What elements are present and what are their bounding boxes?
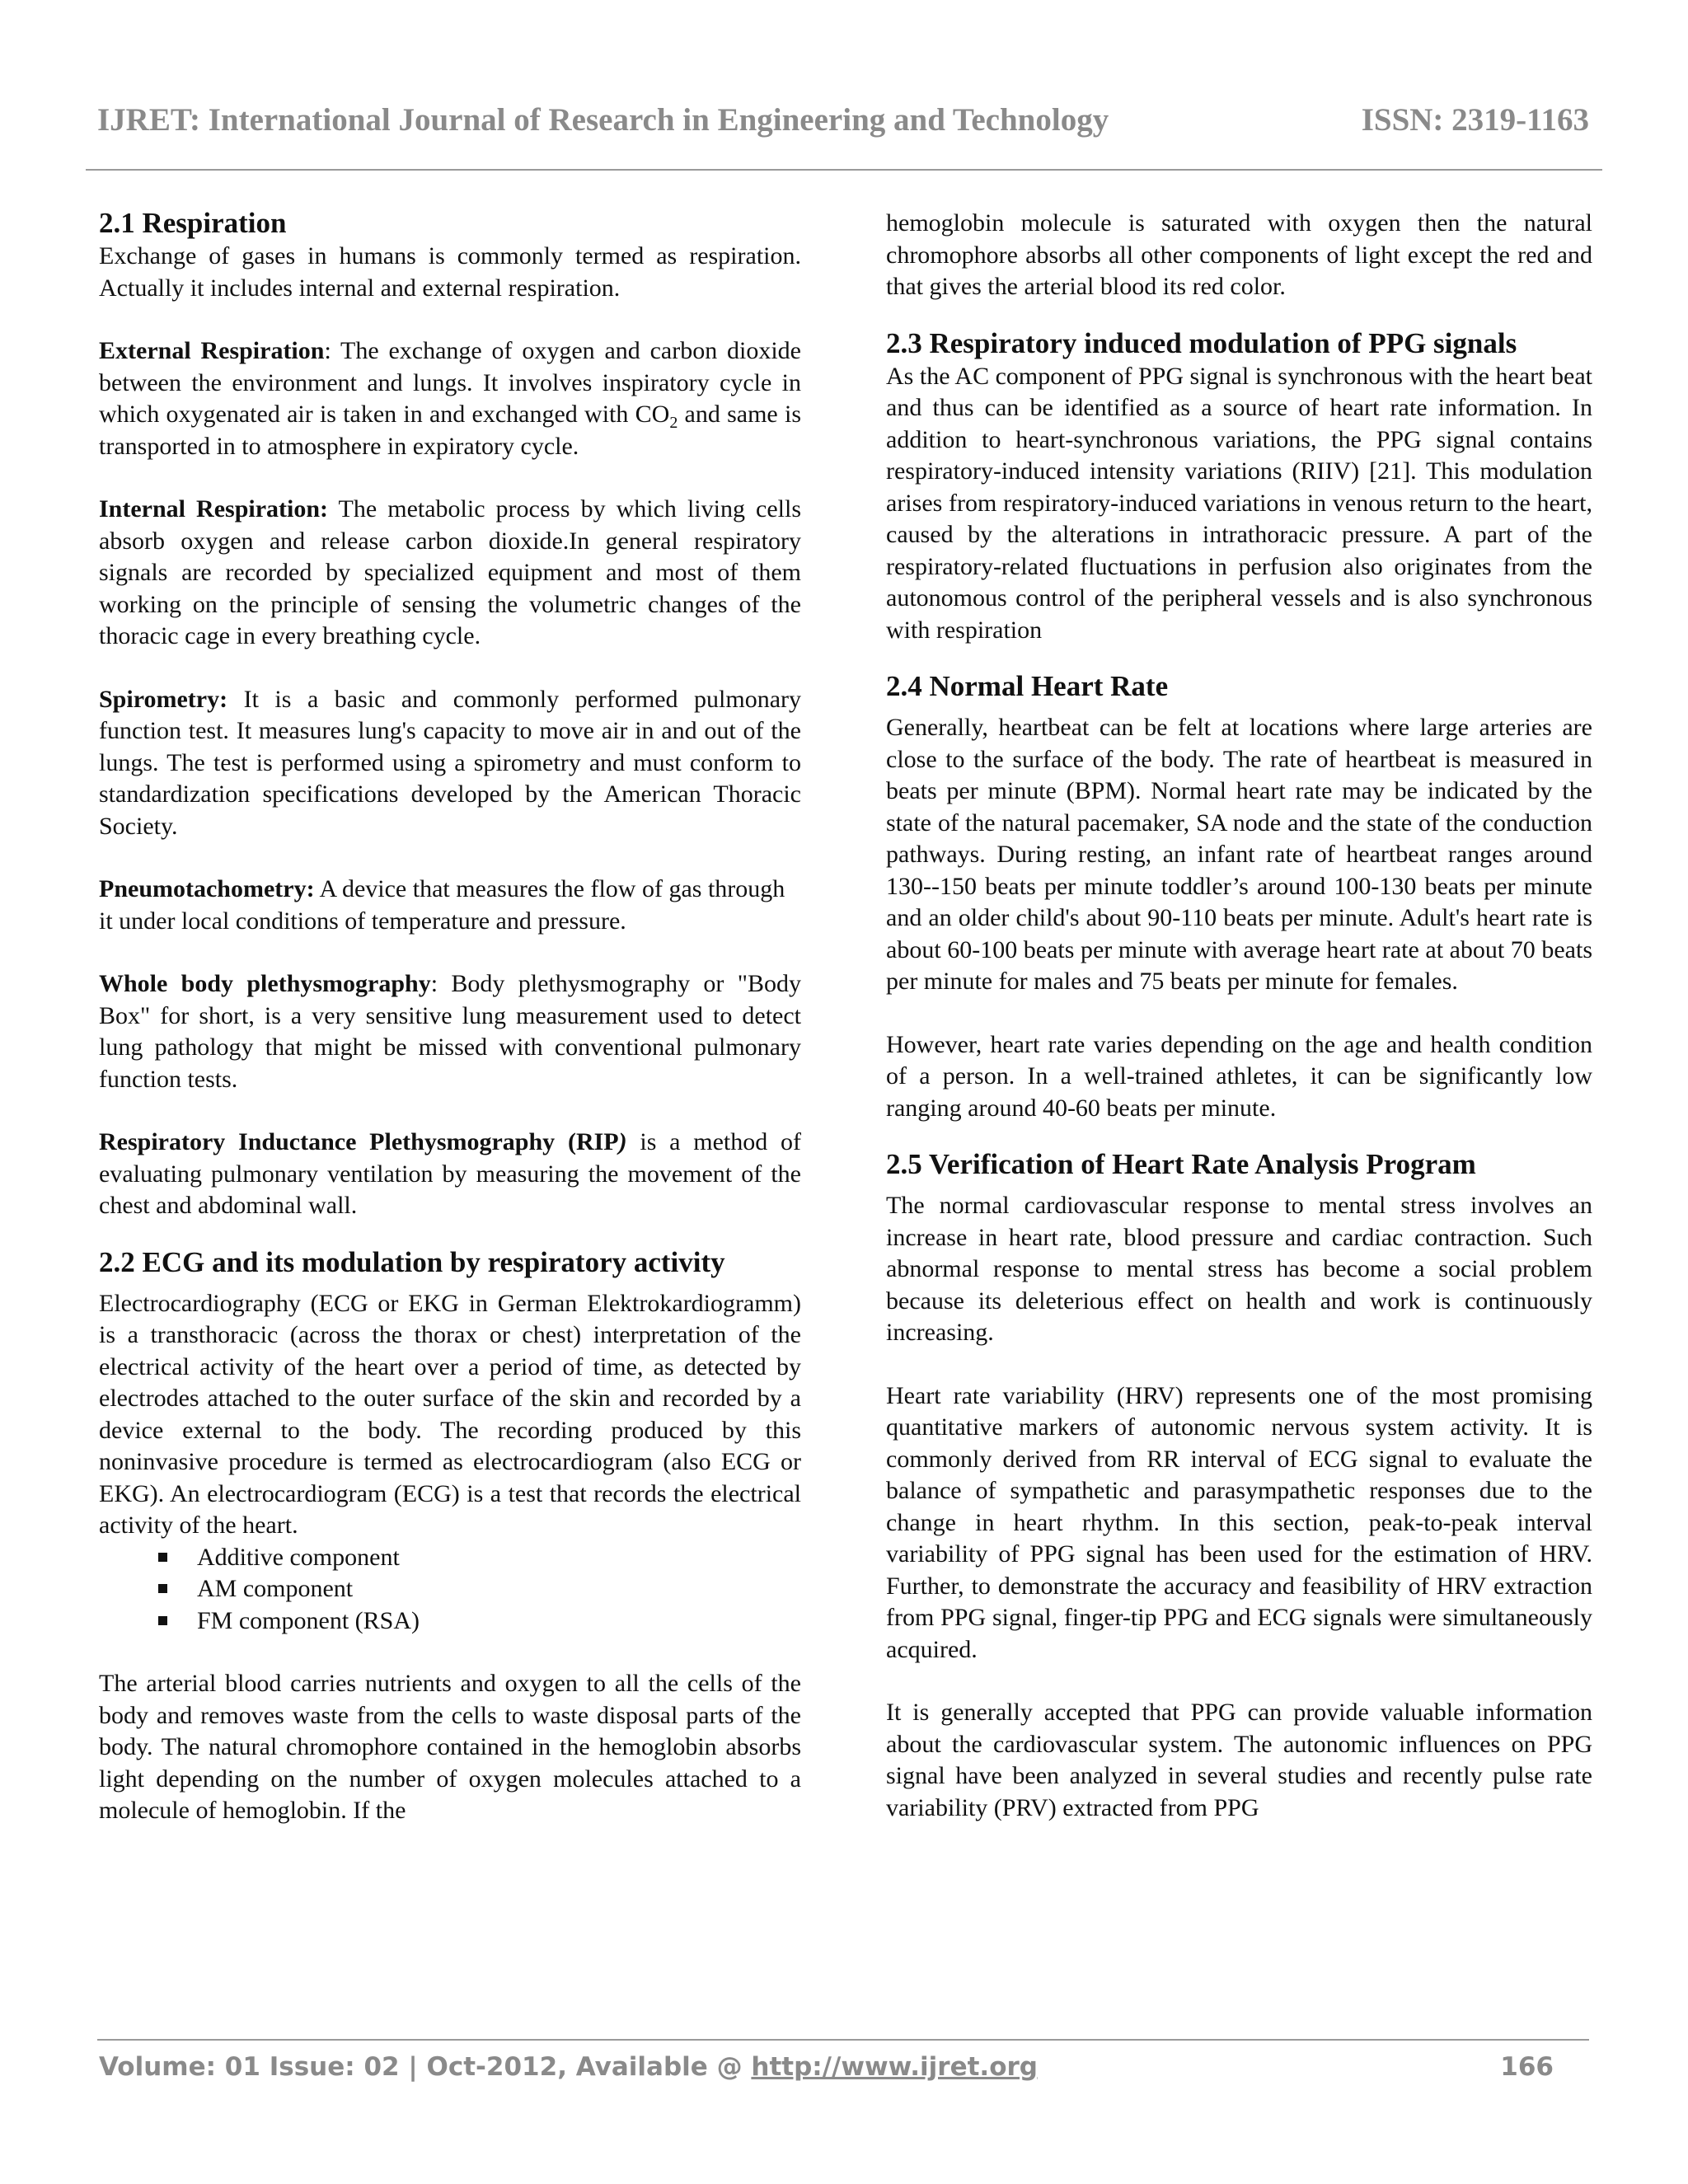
list-item: Additive component bbox=[158, 1542, 801, 1574]
running-header bbox=[97, 97, 1589, 143]
normal-heart-rate-paragraph: Generally, heartbeat can be felt at locations where large arteries are close to the surface of the body. The rate of heartbeat is measured in beats per minute (BPM). Normal heart rate may be indicated by the state of the natural pacemaker, SA node and the state of the conduction pathways. During resting, an infant rate of heartbeat ranges around 130--150 beats per minute toddler’s around 100-130 beats per minute and an older child's about 90-110 beats per minute. Adult's heart rate is about 60-100 beats per minute with average heart rate at about 70 beats per minute for males and 75 beats per minute for females. bbox=[886, 714, 1592, 995]
hrv-paragraph: Heart rate variability (HRV) represents one of the most promising quantitative markers of autonomic nervous system activity. It is commonly derived from RR interval of ECG signal to evaluate the balance of sympathetic and parasympathetic responses due to the change in heart rhythm. In this section, peak-to-peak interval variability of PPG signal has been used for the estimation of HRV. Further, to demonstrate the accuracy and feasibility of HRV extraction from PPG signal, finger-tip PPG and ECG signals were simultaneously acquired. bbox=[886, 1381, 1592, 1663]
footer-divider bbox=[97, 2039, 1589, 2041]
section-2-4-title: 2.4 Normal Heart Rate bbox=[886, 670, 1169, 702]
pneumotachometry-term: Pneumotachometry: bbox=[99, 875, 315, 902]
right-column bbox=[886, 208, 1592, 1824]
external-respiration-term: External Respiration bbox=[99, 337, 325, 364]
journal-title: IJRET: International Journal of Research in Engineering and Technology bbox=[97, 102, 1109, 138]
rip-paragraph: Respiratory Inductance Plethysmography (RIP) is a method of evaluating pulmonary ventilation by measuring the movement of the chest and abdominal wall. bbox=[99, 1128, 801, 1219]
volume-info: Volume: 01 Issue: 02 | Oct-2012, Available @ http://www.ijret.org bbox=[99, 2052, 1038, 2082]
section-2-1-title: 2.1 Respiration bbox=[99, 207, 287, 239]
co2-subscript: 2 bbox=[669, 414, 678, 432]
ecg-paragraph: Electrocardiography (ECG or EKG in German Elektrokardiogramm) is a transthoracic (across the thorax or chest) interpretation of the electrical activity of the heart over a period of time, as detected by electrodes attached to the outer surface of the skin and recorded by a device external to the body. The recording produced by this noninvasive procedure is termed as electrocardiogram (also ECG or EKG). An electrocardiogram (ECG) is a test that records the electrical activity of the heart. bbox=[99, 1289, 801, 1539]
internal-respiration-paragraph: Internal Respiration: The metabolic process by which living cells absorb oxygen and release carbon dioxide.In general respiratory signals are recorded by specialized equipment and most of them working on the principle of sensing the volumetric changes of the thoracic cage in every breathing cycle. bbox=[99, 495, 801, 649]
mental-stress-paragraph: The normal cardiovascular response to mental stress involves an increase in heart rate, blood pressure and cardiac contraction. Such abnormal response to mental stress has become a social problem because its deleterious effect on health and work is continuously increasing. bbox=[886, 1192, 1592, 1346]
journal-website-link[interactable]: http://www.ijret.org bbox=[751, 2052, 1038, 2082]
section-2-2-title: 2.2 ECG and its modulation by respiratory activity bbox=[99, 1245, 725, 1278]
spirometry-term: Spirometry: bbox=[99, 685, 228, 713]
page-footer bbox=[99, 2047, 1554, 2087]
external-respiration-paragraph: External Respiration: The exchange of oxygen and carbon dioxide between the environment and lungs. It involves inspiratory cycle in which oxygenated air is taken in and exchanged with $CO_2$ and same is transported in to atmosphere in expiratory cycle. bbox=[99, 337, 802, 460]
hemoglobin-continuation-paragraph: hemoglobin molecule is saturated with oxygen then the natural chromophore absorbs all other components of light except the red and that gives the arterial blood its red color. bbox=[886, 209, 1592, 300]
whole-body-plethysmography-term: Whole body plethysmography bbox=[99, 970, 431, 997]
list-item: AM component bbox=[158, 1573, 801, 1605]
respiration-intro: Exchange of gases in humans is commonly termed as respiration. Actually it includes internal and external respiration. bbox=[99, 242, 801, 302]
modulation-components-list bbox=[99, 1542, 801, 1638]
page-number: 166 bbox=[1500, 2052, 1554, 2082]
ppg-modulation-paragraph: As the AC component of PPG signal is synchronous with the heart beat and thus can be identified as a source of heart rate information. In addition to heart-synchronous variations, the PPG signal contains respiratory-induced intensity variations (RIIV) [21]. This modulation arises from respiratory-induced variations in venous return to the heart, caused by the alterations in intrathoracic pressure. A part of the respiratory-related fluctuations in perfusion also originates from the autonomous control of the peripheral vessels and is also synchronous with respiration bbox=[886, 362, 1592, 644]
header-divider bbox=[86, 169, 1602, 171]
ppg-cardiovascular-paragraph: It is generally accepted that PPG can provide valuable information about the cardiovascular system. The autonomic influences on PPG signal have been analyzed in several studies and recently pulse rate variability (PRV) extracted from PPG bbox=[886, 1699, 1592, 1821]
whole-body-plethysmography-paragraph: Whole body plethysmography: Body plethysmography or "Body Box" for short, is a very sensitive lung measurement used to detect lung pathology that might be missed with conventional pulmonary function tests. bbox=[99, 970, 801, 1093]
issn-label: ISSN: 2319-1163 bbox=[1361, 102, 1589, 138]
spirometry-paragraph: Spirometry: It is a basic and commonly performed pulmonary function test. It measures lung's capacity to move air in and out of the lungs. The test is performed using a spirometry and must conform to standardization specifications developed by the American Thoracic Society. bbox=[99, 685, 801, 840]
internal-respiration-term: Internal Respiration: bbox=[99, 495, 329, 523]
section-2-3-title: 2.3 Respiratory induced modulation of PPG signals bbox=[886, 326, 1517, 359]
list-item: FM component (RSA) bbox=[158, 1605, 801, 1638]
arterial-blood-paragraph: The arterial blood carries nutrients and oxygen to all the cells of the body and removes waste from the cells to waste disposal parts of the body. The natural chromophore contained in the hemoglobin absorbs light depending on the number of oxygen molecules attached to a molecule of hemoglobin. If the bbox=[99, 1670, 801, 1824]
rip-term: Respiratory Inductance Plethysmography (RIP bbox=[99, 1128, 619, 1155]
pneumotachometry-paragraph: Pneumotachometry: A device that measures the flow of gas through it under local conditions of temperature and pressure. bbox=[99, 875, 785, 935]
heart-rate-variation-paragraph: However, heart rate varies depending on the age and health condition of a person. In a well-trained athletes, it can be significantly low ranging around 40-60 beats per minute. bbox=[886, 1030, 1592, 1122]
section-2-5-title: 2.5 Verification of Heart Rate Analysis Program bbox=[886, 1148, 1476, 1180]
left-column bbox=[99, 206, 801, 1827]
